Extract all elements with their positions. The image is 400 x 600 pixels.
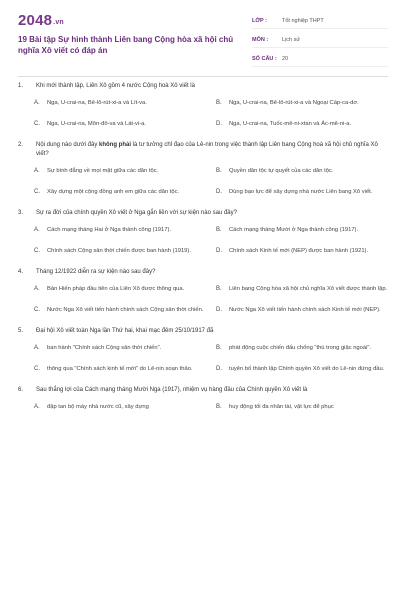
option-text: phát động cuộc chiến đấu chống "thù trong giặc ngoài". [229, 345, 372, 352]
question-number: 4. [18, 269, 24, 275]
answer-option-b[interactable] [216, 95, 388, 112]
header-divider [18, 76, 388, 77]
answer-options [18, 163, 388, 201]
question-text-part: là tư tưởng chỉ đạo của Lê-nin trong việc thành lập Liên bang Cộng hoà xã hội chủ nghĩa Xô viết? [36, 142, 378, 157]
answer-option-b[interactable] [216, 399, 388, 416]
answer-option-d[interactable] [216, 243, 388, 260]
answer-option-c[interactable] [34, 361, 206, 378]
option-text: Xây dựng một cộng đồng anh em giữa các dân tộc. [47, 189, 180, 196]
option-text: Dùng bạo lực để xây dựng nhà nước Liên bang Xô viết. [229, 189, 373, 196]
option-letter: B. [216, 286, 222, 293]
meta-value: Tốt nghiệp THPT [282, 18, 324, 24]
answer-option-a[interactable] [34, 163, 206, 180]
answer-option-d[interactable] [216, 184, 388, 201]
option-letter: B. [216, 345, 222, 352]
option-text: thông qua "Chính sách kinh tế mới" do Lê-nin soạn thảo. [47, 366, 193, 373]
meta-label: LỚP : [252, 18, 267, 24]
answer-options [18, 281, 388, 319]
option-text: Liên bang Cộng hòa xã hội chủ nghĩa Xô viết được thành lập. [229, 286, 388, 293]
answer-option-b[interactable] [216, 222, 388, 239]
option-text: Nga, U-crai-na, Bê-lô-rút-xi-a và Ngoại Cáp-ca-dơ. [229, 100, 359, 107]
option-text: huy động tối đa nhân tài, vật lực để phục [229, 404, 334, 411]
option-letter: C. [34, 366, 40, 373]
answer-option-b[interactable] [216, 281, 388, 298]
answer-option-a[interactable] [34, 340, 206, 357]
meta-value: Lịch sử [282, 37, 301, 43]
answer-option-c[interactable] [34, 116, 206, 133]
logo-suffix: .vn [53, 19, 64, 26]
option-letter: B. [216, 404, 222, 411]
option-letter: D. [216, 189, 222, 196]
page-title: 19 Bài tập Sự hình thành Liên bang Cộng hòa xã hội chủ nghĩa Xô viết có đáp án [18, 35, 234, 55]
question [18, 268, 388, 319]
question [18, 327, 388, 378]
logo-text: 2048 [18, 12, 53, 29]
answer-options [18, 340, 388, 378]
option-letter: A. [34, 286, 40, 293]
option-text: Nga, U-crai-na, Tuốc-mê-ni-xtan và Ác-mê-ni-a. [229, 121, 352, 128]
option-text: ban hành "Chính sách Cộng sản thời chiến". [47, 345, 162, 352]
question-number: 3. [18, 210, 24, 216]
option-text: Cách mạng tháng Hai ở Nga thành công (1917). [47, 227, 172, 234]
answer-option-b[interactable] [216, 340, 388, 357]
question [18, 209, 388, 260]
option-letter: C. [34, 307, 40, 314]
option-text: Nước Nga Xô viết tiến hành chính sách Kinh tế mới (NEP). [229, 307, 381, 314]
question-text [36, 141, 388, 159]
question-header [18, 268, 388, 277]
question [18, 141, 388, 201]
question-text: Sự ra đời của chính quyền Xô viết ở Nga gắn liền với sự kiện nào sau đây? [36, 210, 237, 216]
option-text: Nga, U-crai-na, Môn-đô-va và Lát-vi-a. [47, 121, 146, 128]
meta-row-grade [252, 14, 388, 29]
option-text: tuyên bố thành lập Chính quyền Xô viết do Lê-nin đứng đầu. [229, 366, 385, 373]
answer-option-a[interactable] [34, 222, 206, 239]
answer-option-a[interactable] [34, 399, 206, 416]
meta-label: SỐ CÂU : [252, 56, 277, 62]
answer-option-d[interactable] [216, 361, 388, 378]
answer-option-a[interactable] [34, 95, 206, 112]
option-letter: D. [216, 248, 222, 255]
meta-row-count [252, 52, 388, 67]
option-letter: A. [34, 100, 40, 107]
question [18, 82, 388, 133]
meta-row-subject [252, 33, 388, 48]
answer-option-c[interactable] [34, 243, 206, 260]
option-letter: A. [34, 168, 40, 175]
site-logo[interactable] [18, 12, 64, 29]
answer-option-c[interactable] [34, 184, 206, 201]
question-text: Đại hội Xô viết toàn Nga lần Thứ hai, khai mạc đêm 25/10/1917 đã [36, 328, 214, 334]
option-text: Nước Nga Xô viết tiến hành chính sách Cộng sản thời chiến. [47, 307, 204, 314]
question-header [18, 209, 388, 218]
question [18, 386, 388, 416]
question-number: 2. [18, 142, 24, 148]
meta-label: MÔN : [252, 37, 269, 43]
question-text: Tháng 12/1922 diễn ra sự kiện nào sau đây? [36, 269, 156, 275]
question-header [18, 327, 388, 336]
answer-option-c[interactable] [34, 302, 206, 319]
option-letter: B. [216, 168, 222, 175]
question-text: Khi mới thành lập, Liên Xô gồm 4 nước Cộng hoà Xô viết là [36, 83, 195, 89]
option-letter: D. [216, 366, 222, 373]
answer-options [18, 222, 388, 260]
option-text: Nga, U-crai-na, Bê-lô-rút-xi-a và Lít-va. [47, 100, 147, 107]
answer-options [18, 399, 388, 416]
option-text: Cách mạng tháng Mười ở Nga thành công (1917). [229, 227, 359, 234]
option-text: Sự bình đẳng về mọi mặt giữa các dân tộc. [47, 168, 159, 175]
answer-options [18, 95, 388, 133]
question-number: 6. [18, 387, 24, 393]
question-header [18, 82, 388, 91]
question-emphasis: không phải [99, 142, 131, 148]
option-letter: C. [34, 121, 40, 128]
answer-option-b[interactable] [216, 163, 388, 180]
option-text: Chính sách Cộng sản thời chiến được ban hành (1919). [47, 248, 191, 255]
question-text-part: Nội dung nào dưới đây [36, 142, 99, 148]
option-letter: D. [216, 307, 222, 314]
option-text: Chính sách Kinh tế mới (NEP) được ban hành (1921). [229, 248, 369, 255]
meta-value: 20 [282, 56, 289, 62]
option-text: đập tan bộ máy nhà nước cũ, xây dựng [47, 404, 149, 411]
question-header [18, 141, 388, 159]
question-header [18, 386, 388, 395]
question-text: Sau thắng lợi của Cách mạng tháng Mười Nga (1917), nhiệm vụ hàng đầu của Chính quyền Xô viết là [36, 387, 308, 393]
answer-option-d[interactable] [216, 116, 388, 133]
question-number: 5. [18, 328, 24, 334]
option-letter: D. [216, 121, 222, 128]
option-letter: A. [34, 227, 40, 234]
option-letter: B. [216, 227, 222, 234]
answer-option-d[interactable] [216, 302, 388, 319]
option-letter: B. [216, 100, 222, 107]
answer-option-a[interactable] [34, 281, 206, 298]
question-list [18, 82, 388, 424]
question-number: 1. [18, 83, 24, 89]
option-text: Quyền dân tộc tự quyết của các dân tộc. [229, 168, 334, 175]
option-text: Bản Hiến pháp đầu tiên của Liên Xô được thông qua. [47, 286, 185, 293]
option-letter: A. [34, 404, 40, 411]
option-letter: C. [34, 189, 40, 196]
exam-meta [252, 14, 388, 71]
option-letter: C. [34, 248, 40, 255]
option-letter: A. [34, 345, 40, 352]
